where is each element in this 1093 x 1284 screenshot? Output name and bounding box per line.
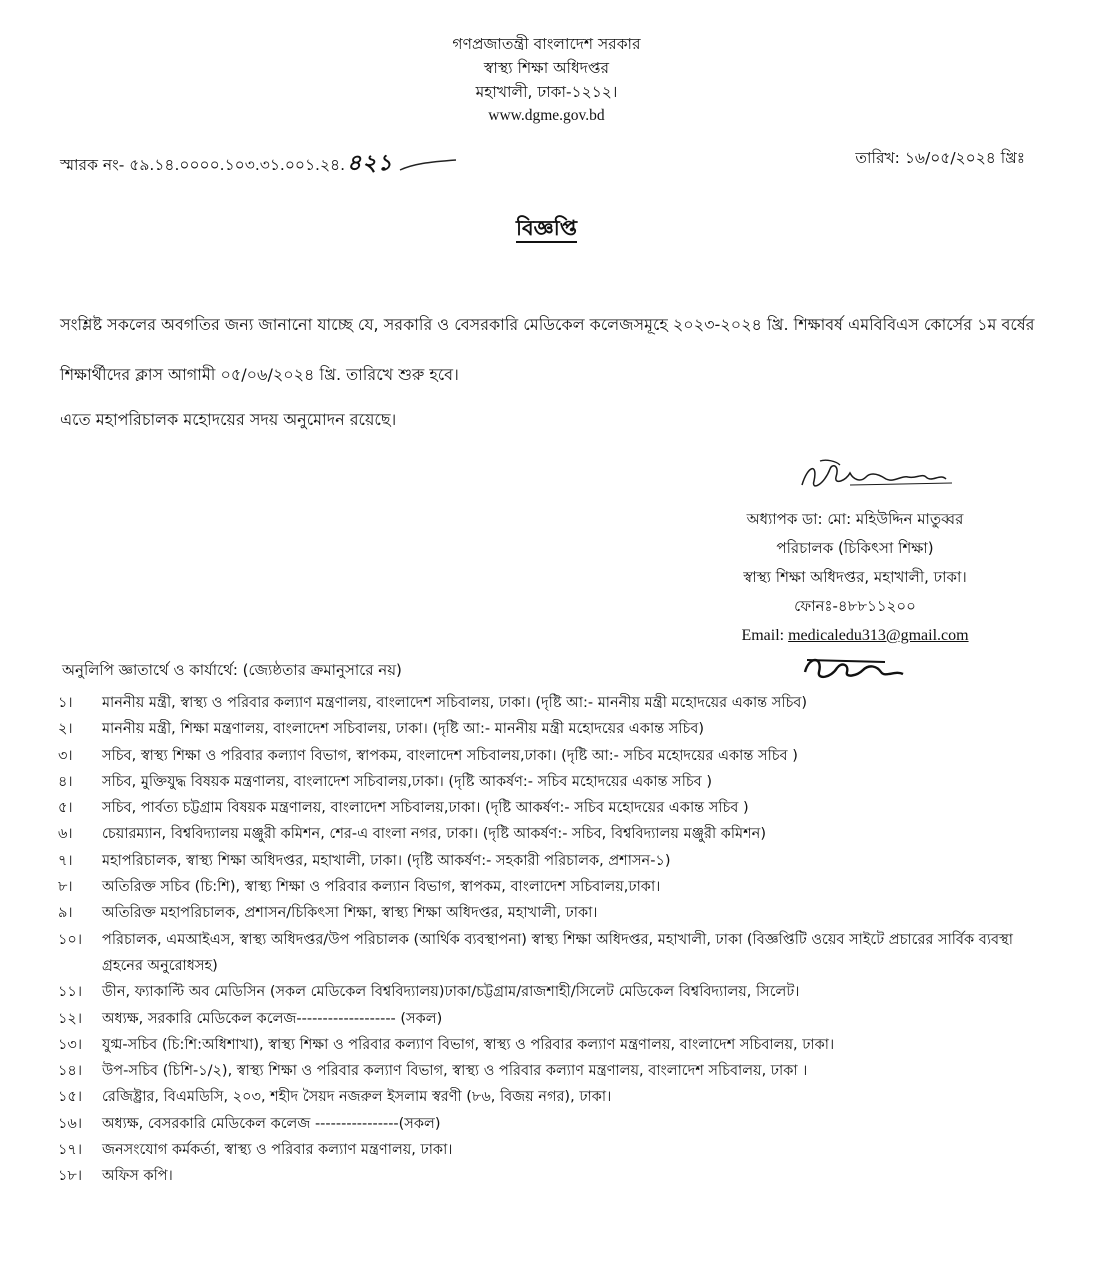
- list-item-text: মহাপরিচালক, স্বাস্থ্য শিক্ষা অধিদপ্তর, মহাখালী, ঢাকা। (দৃষ্টি আকর্ষণ:- সহকারী পরিচালক, প্রশাসন-১): [102, 852, 671, 869]
- list-item: [58, 821, 1058, 847]
- list-item-text: অতিরিক্ত সচিব (চি:শি), স্বাস্থ্য শিক্ষা ও পরিবার কল্যান বিভাগ, স্বাপকম, বাংলাদেশ সচিবালয়,ঢাকা।: [102, 879, 661, 896]
- list-item-number: ১০।: [58, 931, 83, 948]
- list-item-text: অতিরিক্ত মহাপরিচালক, প্রশাসন/চিকিৎসা শিক্ষা, স্বাস্থ্য শিক্ষা অধিদপ্তর, মহাখালী, ঢাকা।: [102, 905, 598, 922]
- list-item: [58, 874, 1058, 900]
- list-item-number: ১৭।: [58, 1142, 83, 1159]
- list-item-text: জনসংযোগ কর্মকর্তা, স্বাস্থ্য ও পরিবার কল্যাণ মন্ত্রণালয়, ঢাকা।: [102, 1142, 453, 1159]
- list-item-number: ১।: [58, 695, 73, 711]
- memo-pen-stroke: [398, 156, 458, 176]
- handwritten-initial: [690, 650, 1020, 690]
- notice-title-text: বিজ্ঞপ্তি: [516, 216, 577, 243]
- list-item: [58, 690, 1058, 716]
- notice-title: [0, 212, 1093, 247]
- memo-number: [60, 146, 458, 183]
- list-item-text: অধ্যক্ষ, বেসরকারি মেডিকেল কলেজ ----------------(সকল): [102, 1115, 441, 1132]
- letterhead: [0, 32, 1093, 128]
- office-address: মহাখালী, ঢাকা-১২১২।: [475, 83, 618, 101]
- list-item-number: ১১।: [58, 984, 83, 1001]
- list-item-number: ১৫।: [58, 1089, 83, 1106]
- office-name: স্বাস্থ্য শিক্ষা অধিদপ্তর: [483, 59, 610, 77]
- list-item-text: অধ্যক্ষ, সরকারি মেডিকেল কলেজ------------------- (সকল): [102, 1010, 443, 1027]
- list-item-text: মাননীয় মন্ত্রী, স্বাস্থ্য ও পরিবার কল্যাণ মন্ত্রণালয়, বাংলাদেশ সচিবালয়, ঢাকা। (দৃষ্টি আ:- মাননীয় মন্ত্রী মহোদয়ের একান্ত সচিব): [102, 695, 808, 711]
- copy-to-list: [58, 690, 1058, 1190]
- list-item-number: ৯।: [58, 905, 73, 922]
- list-item-text: যুগ্ম-সচিব (চি:শি:অধিশাখা), স্বাস্থ্য শিক্ষা ও পরিবার কল্যাণ বিভাগ, স্বাস্থ্য ও পরিবার কল্যাণ মন্ত্রণালয়, বাংলাদেশ সচিবালয়, ঢাকা।: [102, 1036, 835, 1053]
- list-item: [58, 1032, 1058, 1058]
- signatory-designation: পরিচালক (চিকিৎসা শিক্ষা): [776, 539, 934, 557]
- list-item: [58, 1084, 1058, 1110]
- approval-statement: এতে মহাপরিচালক মহোদয়ের সদয় অনুমোদন রয়েছে।: [60, 410, 397, 429]
- list-item-text: অফিস কপি।: [102, 1168, 173, 1185]
- signature-block: [690, 455, 1020, 690]
- email-label: Email:: [741, 627, 789, 644]
- list-item: [58, 743, 1058, 769]
- list-item: [58, 979, 1058, 1005]
- list-item: [58, 848, 1058, 874]
- signatory-office: স্বাস্থ্য শিক্ষা অধিদপ্তর, মহাখালী, ঢাকা।: [743, 568, 967, 586]
- government-name: গণপ্রজাতন্ত্রী বাংলাদেশ সরকার: [452, 35, 641, 53]
- notice-body: সংশ্লিষ্ট সকলের অবগতির জন্য জানানো যাচ্ছে যে, সরকারি ও বেসরকারি মেডিকেল কলেজসমূহে ২০২৩-২০২৪ খ্রি. শিক্ষাবর্ষ এমবিবিএস কোর্সের ১ম বর্ষের শিক্ষার্থীদের ক্লাস আগামী ০৫/০৬/২০২৪ খ্রি. তারিখে শুরু হবে।: [60, 315, 1035, 384]
- email-link[interactable]: medicaledu313@gmail.com: [788, 627, 969, 644]
- list-item: [58, 1163, 1058, 1189]
- list-item-number: ১৪।: [58, 1063, 83, 1080]
- list-item-number: ৭।: [58, 852, 73, 869]
- list-item-text: সচিব, স্বাস্থ্য শিক্ষা ও পরিবার কল্যাণ বিভাগ, স্বাপকম, বাংলাদেশ সচিবালয়,ঢাকা। (দৃষ্টি আ:- সচিব মহোদয়ের একান্ত সচিব ): [102, 747, 798, 764]
- list-item-text: মাননীয় মন্ত্রী, শিক্ষা মন্ত্রণালয়, বাংলাদেশ সচিবালয়, ঢাকা। (দৃষ্টি আ:- মাননীয় মন্ত্রী মহোদয়ের একান্ত সচিব): [102, 721, 705, 738]
- list-item-number: ১৩।: [58, 1036, 83, 1053]
- signatory-phone: ফোনঃ-৪৮৮১১২০০: [794, 597, 916, 615]
- list-item-text: উপ-সচিব (চিশি-১/২), স্বাস্থ্য শিক্ষা ও পরিবার কল্যাণ বিভাগ, স্বাস্থ্য ও পরিবার কল্যাণ মন্ত্রণালয়, বাংলাদেশ সচিবালয়, ঢাকা ।: [102, 1063, 808, 1080]
- list-item-text: সচিব, মুক্তিযুদ্ধ বিষয়ক মন্ত্রণালয়, বাংলাদেশ সচিবালয়,ঢাকা। (দৃষ্টি আকর্ষণ:- সচিব মহোদয়ের একান্ত সচিব ): [102, 773, 713, 790]
- list-item: [58, 1006, 1058, 1032]
- list-item: [58, 900, 1058, 926]
- list-item-number: ১২।: [58, 1010, 83, 1027]
- list-item-text: পরিচালক, এমআইএস, স্বাস্থ্য অধিদপ্তর/উপ পরিচালক (আর্থিক ব্যবস্থাপনা) স্বাস্থ্য শিক্ষা অধিদপ্তর, মহাখালী, ঢাকা (বিজ্ঞপ্তিটি ওয়েব সাইটে প্রচারের সার্বিক ব্যবস্থা গ্রহনের অনুরোধসহ): [102, 931, 1013, 974]
- list-item-number: ১৮।: [58, 1168, 83, 1185]
- list-item: [58, 1137, 1058, 1163]
- list-item-text: ডীন, ফ্যাকাল্টি অব মেডিসিন (সকল মেডিকেল বিশ্ববিদ্যালয়)ঢাকা/চট্টগ্রাম/রাজশাহী/সিলেট মেডিকেল বিশ্ববিদ্যালয়, সিলেট।: [102, 984, 800, 1001]
- list-item-number: ১৬।: [58, 1115, 83, 1132]
- list-item-text: সচিব, পার্বত্য চট্টগ্রাম বিষয়ক মন্ত্রণালয়, বাংলাদেশ সচিবালয়,ঢাকা। (দৃষ্টি আকর্ষণ:- সচিব মহোদয়ের একান্ত সচিব ): [102, 800, 749, 817]
- list-item-number: ২।: [58, 721, 73, 738]
- list-item-text: চেয়ারম্যান, বিশ্ববিদ্যালয় মঞ্জুরী কমিশন, শের-এ বাংলা নগর, ঢাকা। (দৃষ্টি আকর্ষণ:- সচিব, বিশ্ববিদ্যালয় মঞ্জুরী কমিশন): [102, 826, 766, 843]
- list-item: [58, 1058, 1058, 1084]
- handwritten-signature: [690, 455, 1020, 505]
- list-item: [58, 1111, 1058, 1137]
- memo-handwritten-number: ৪২১: [347, 150, 393, 176]
- list-item: [58, 795, 1058, 821]
- copy-to-title: অনুলিপি জ্ঞাতার্থে ও কার্যার্থে: (জ্যেষ্ঠতার ক্রমানুসারে নয়): [62, 661, 402, 679]
- list-item-number: ৪।: [58, 773, 73, 790]
- website-link[interactable]: www.dgme.gov.bd: [488, 107, 605, 124]
- signatory-name: অধ্যাপক ডা: মো: মহিউদ্দিন মাতুব্বর: [746, 510, 964, 528]
- list-item-text: রেজিষ্ট্রার, বিএমডিসি, ২০৩, শহীদ সৈয়দ নজরুল ইসলাম স্বরণী (৮৬, বিজয় নগর), ঢাকা।: [102, 1089, 612, 1106]
- issue-date: তারিখ: ১৬/০৫/২০২৪ খ্রিঃ: [855, 149, 1025, 167]
- list-item-number: ৮।: [58, 879, 73, 896]
- signatory-email: [690, 621, 1020, 650]
- list-item: [58, 769, 1058, 795]
- list-item-number: ৬।: [58, 826, 73, 843]
- list-item: [58, 716, 1058, 742]
- list-item-number: ৩।: [58, 747, 73, 764]
- list-item-number: ৫।: [58, 800, 73, 817]
- list-item: [58, 927, 1058, 980]
- memo-label: স্মারক নং- ৫৯.১৪.০০০০.১০৩.৩১.০০১.২৪.: [60, 156, 346, 174]
